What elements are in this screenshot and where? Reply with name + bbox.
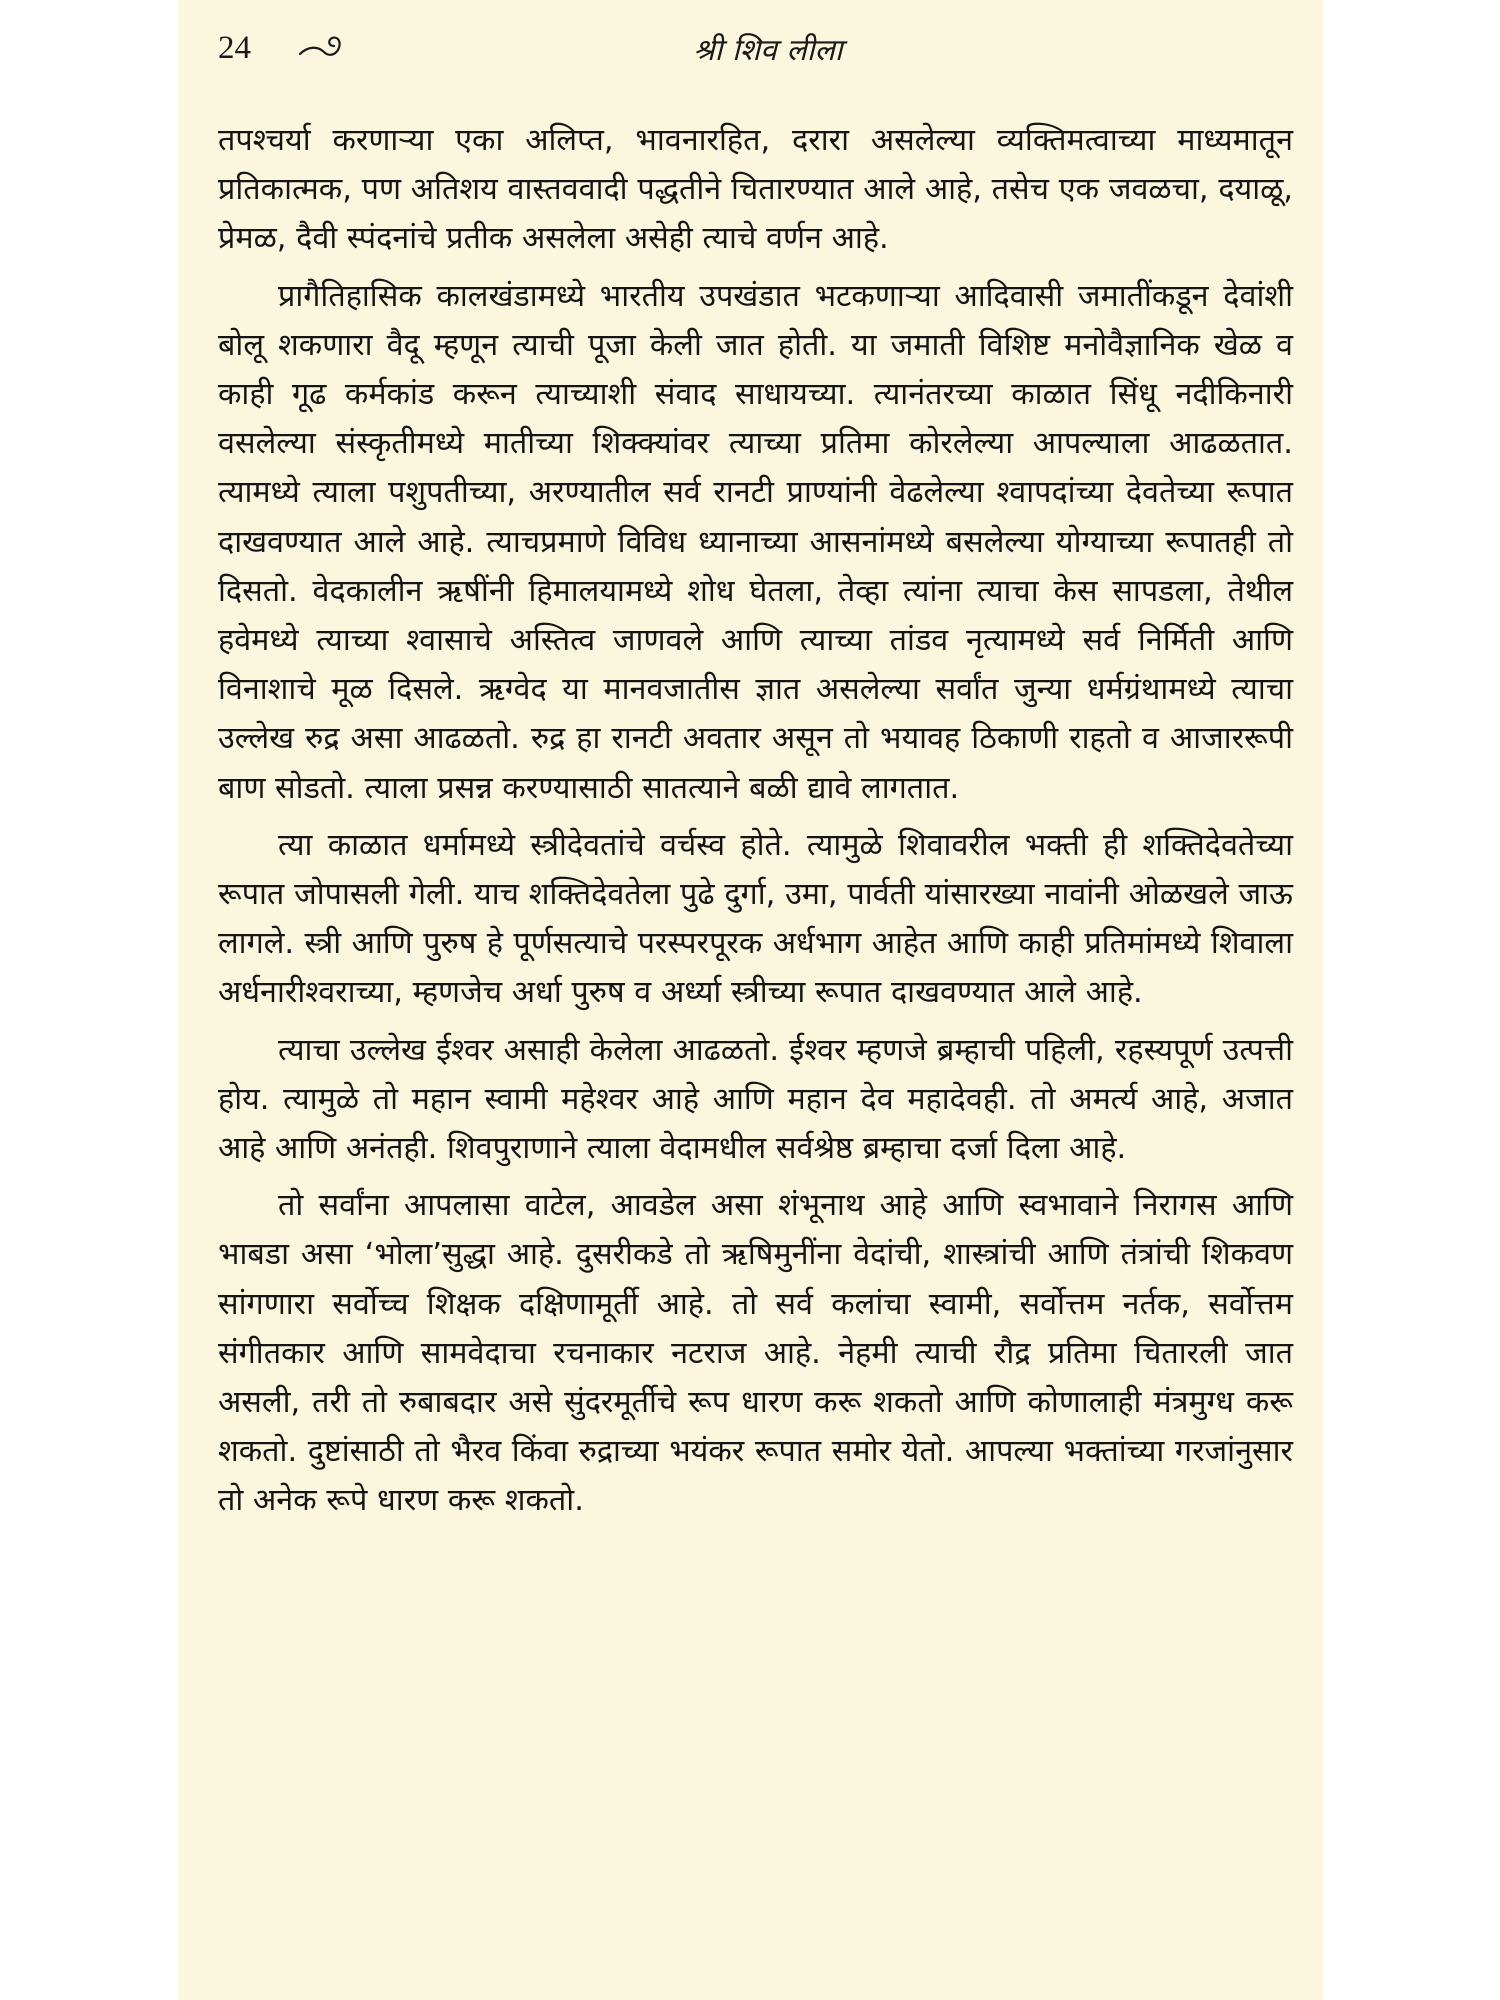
paragraph: त्याचा उल्लेख ईश्वर असाही केलेला आढळतो. ईश्वर म्हणजे ब्रम्हाची पहिली, रहस्यपूर्ण उत्पत्ती होय. त्यामुळे तो महान स्वामी महेश्वर आहे आणि महान देव महादेवही. तो अमर्त्य आहे, अजात आहे आणि अनंतही. शिवपुराणाने त्याला वेदामधील सर्वश्रेष्ठ ब्रम्हाचा दर्जा दिला आहे. [218, 1032, 1293, 1167]
book-page [178, 0, 1323, 2000]
paragraph: त्या काळात धर्मामध्ये स्त्रीदेवतांचे वर्चस्व होते. त्यामुळे शिवावरील भक्ती ही शक्तिदेवतेच्या रूपात जोपासली गेली. याच शक्तिदेवतेला पुढे दुर्गा, उमा, पार्वती यांसारख्या नावांनी ओळखले जाऊ लागले. स्त्री आणि पुरुष हे पूर्णसत्याचे परस्परपूरक अर्धभाग आहेत आणि काही प्रतिमांमध्ये शिवाला अर्धनारीश्वराच्या, म्हणजेच अर्धा पुरुष व अर्ध्या स्त्रीच्या रूपात दाखवण्यात आले आहे. [218, 827, 1293, 1011]
page-header [218, 26, 1288, 96]
paragraph: तो सर्वांना आपलासा वाटेल, आवडेल असा शंभूनाथ आहे आणि स्वभावाने निरागस आणि भाबडा असा ‘भोला’सुद्धा आहे. दुसरीकडे तो ऋषिमुनींना वेदांची, शास्त्रांची आणि तंत्रांची शिकवण सांगणारा सर्वोच्च शिक्षक दक्षिणामूर्ती आहे. तो सर्व कलांचा स्वामी, सर्वोत्तम नर्तक, सर्वोत्तम संगीतकार आणि सामवेदाचा रचनाकार नटराज आहे. नेहमी त्याची रौद्र प्रतिमा चितारली जात असली, तरी तो रुबाबदार असे सुंदरमूर्तीचे रूप धारण करू शकतो आणि कोणालाही मंत्रमुग्ध करू शकतो. दुष्टांसाठी तो भैरव किंवा रुद्राच्या भयंकर रूपात समोर येतो. आपल्या भक्तांच्या गरजांनुसार तो अनेक रूपे धारण करू शकतो. [218, 1188, 1293, 1519]
swirl-ornament-icon [298, 32, 358, 66]
body-text [218, 116, 1293, 1534]
paragraph: प्रागैतिहासिक कालखंडामध्ये भारतीय उपखंडात भटकणाऱ्या आदिवासी जमातींकडून देवांशी बोलू शकणारा वैदू म्हणून त्याची पूजा केली जात होती. या जमाती विशिष्ट मनोवैज्ञानिक खेळ व काही गूढ कर्मकांड करून त्याच्याशी संवाद साधायच्या. त्यानंतरच्या काळात सिंधू नदीकिनारी वसलेल्या संस्कृतीमध्ये मातीच्या शिक्क्यांवर त्याच्या प्रतिमा कोरलेल्या आपल्याला आढळतात. त्यामध्ये त्याला पशुपतीच्या, अरण्यातील सर्व रानटी प्राण्यांनी वेढलेल्या श्वापदांच्या देवतेच्या रूपात दाखवण्यात आले आहे. त्याचप्रमाणे विविध ध्यानाच्या आसनांमध्ये बसलेल्या योग्याच्या रूपातही तो दिसतो. वेदकालीन ऋषींनी हिमालयामध्ये शोध घेतला, तेव्हा त्यांना त्याचा केस सापडला, तेथील हवेमध्ये त्याच्या श्वासाचे अस्तित्व जाणवले आणि त्याच्या तांडव नृत्यामध्ये सर्व निर्मिती आणि विनाशाचे मूळ दिसले. ऋग्वेद या मानवजातीस ज्ञात असलेल्या सर्वांत जुन्या धर्मग्रंथामध्ये त्याचा उल्लेख रुद्र असा आढळतो. रुद्र हा रानटी अवतार असून तो भयावह ठिकाणी राहतो व आजाररूपी बाण सोडतो. त्याला प्रसन्न करण्यासाठी सातत्याने बळी द्यावे लागतात. [218, 278, 1293, 806]
running-title: श्री शिव लीला [693, 33, 843, 68]
page-number: 24 [218, 30, 251, 66]
paragraph: तपश्चर्या करणाऱ्या एका अलिप्त, भावनारहित, दरारा असलेल्या व्यक्तिमत्वाच्या माध्यमातून प्रतिकात्मक, पण अतिशय वास्तववादी पद्धतीने चितारण्यात आले आहे, तसेच एक जवळचा, दयाळू, प्रेमळ, दैवी स्पंदनांचे प्रतीक असलेला असेही त्याचे वर्णन आहे. [218, 123, 1293, 257]
